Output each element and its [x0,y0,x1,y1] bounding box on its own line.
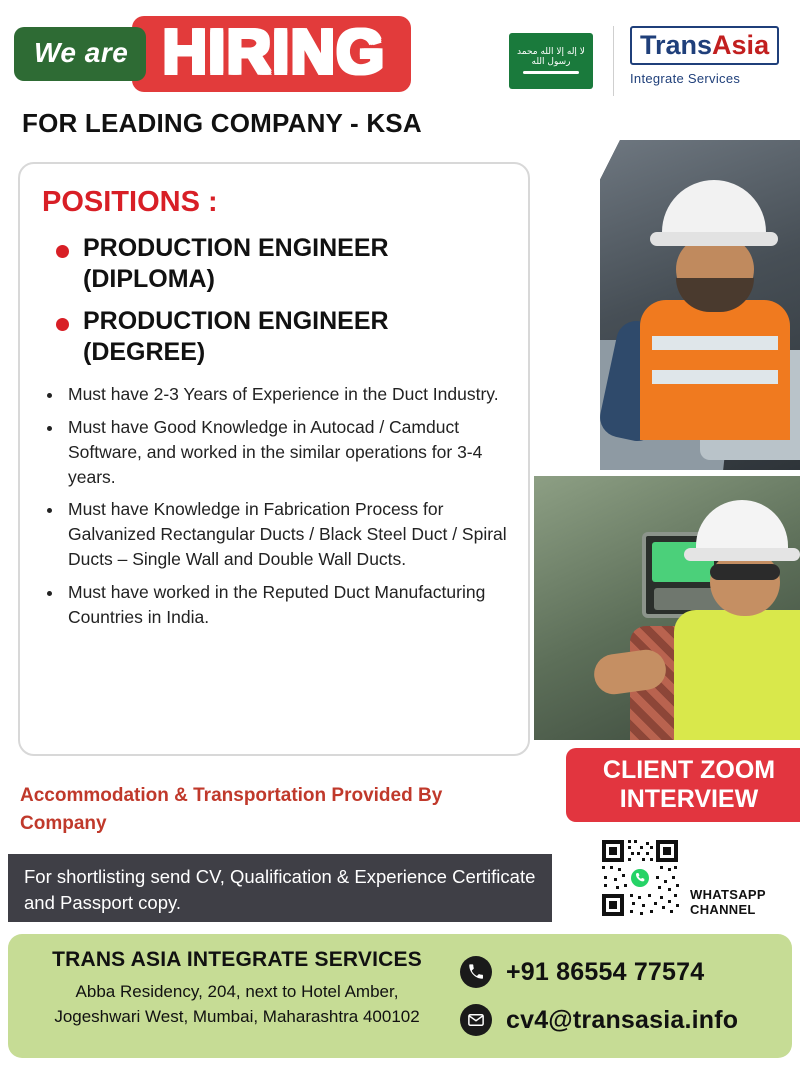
hiring-label: HIRING [162,18,386,87]
worker-cnc-photo [534,476,800,740]
requirement-item: • Must have Good Knowledge in Autocad / Camduct Software, and worked in the similar operations for 3-4 years. [64,415,508,490]
requirement-item: • Must have worked in the Reputed Duct Manufacturing Countries in India. [64,580,508,630]
requirement-item: • Must have Knowledge in Fabrication Process for Galvanized Rectangular Ducts / Black Steel Duct / Spiral Ducts – Single Wall and Double Wall Ducts. [64,497,508,572]
accommodation-note: Accommodation & Transportation Provided By Company [20,785,443,834]
footer-email-row[interactable] [460,1004,738,1036]
footer-phone-row[interactable] [460,956,738,988]
vest-stripe-shape [652,370,778,384]
email-icon [460,1004,492,1036]
logo-asia-text: Asia [712,30,770,60]
logo-trans-text: Trans [640,30,713,60]
hiring-box [132,16,411,92]
hard-hat-brim-shape [650,232,778,246]
poster-subtitle: FOR LEADING COMPANY - KSA [22,108,422,138]
qr-code-icon [598,836,682,920]
flag-shahada-text: لا إله إلا الله محمد رسول الله [517,46,585,67]
footer-address: Abba Residency, 204, next to Hotel Amber, Jogeshwari West, Mumbai, Maharashtra 400102 [54,982,420,1026]
logo-box [630,26,779,65]
position-label: PRODUCTION ENGINEER (DEGREE) [83,306,389,366]
flag-sword-icon [523,71,579,74]
worker-face-shape [710,552,780,616]
vest-stripe-shape [652,336,778,350]
footer-company-block [32,948,442,1029]
safety-vest-shape [674,610,800,740]
footer-email-address: cv4@transasia.info [506,1005,739,1034]
footer-contact-block [460,956,738,1052]
company-logo [630,26,788,86]
poster-header [0,0,800,140]
whatsapp-channel-label: WHATSAPP CHANNEL [690,887,766,917]
requirement-item: • Must have 2-3 Years of Experience in the Duct Industry. [64,382,508,407]
positions-card [18,162,530,756]
whatsapp-qr-code[interactable] [598,836,682,920]
saudi-flag-icon [509,33,593,89]
client-zoom-banner: CLIENT ZOOM INTERVIEW [566,748,800,822]
requirements-list [64,382,508,630]
hiring-banner [14,16,411,92]
shortlisting-note: For shortlisting send CV, Qualification & Experience Certificate and Passport copy. [8,854,552,922]
phone-icon [460,956,492,988]
header-divider [613,26,614,96]
poster-footer [8,934,792,1058]
bullet-dot-icon [56,245,69,258]
footer-company-name: TRANS ASIA INTEGRATE SERVICES [52,948,422,971]
safety-glasses-icon [710,564,780,580]
position-entry [42,306,508,369]
hard-hat-brim-shape [684,548,800,561]
we-are-label: We are [14,27,146,81]
position-label: PRODUCTION ENGINEER (DIPLOMA) [83,234,389,294]
bullet-dot-icon [56,318,69,331]
footer-phone-number: +91 86554 77574 [506,957,705,986]
position-entry [42,233,508,296]
worker-lathe-photo [600,140,800,470]
positions-title: POSITIONS : [42,186,218,218]
logo-tagline: Integrate Services [630,71,741,86]
